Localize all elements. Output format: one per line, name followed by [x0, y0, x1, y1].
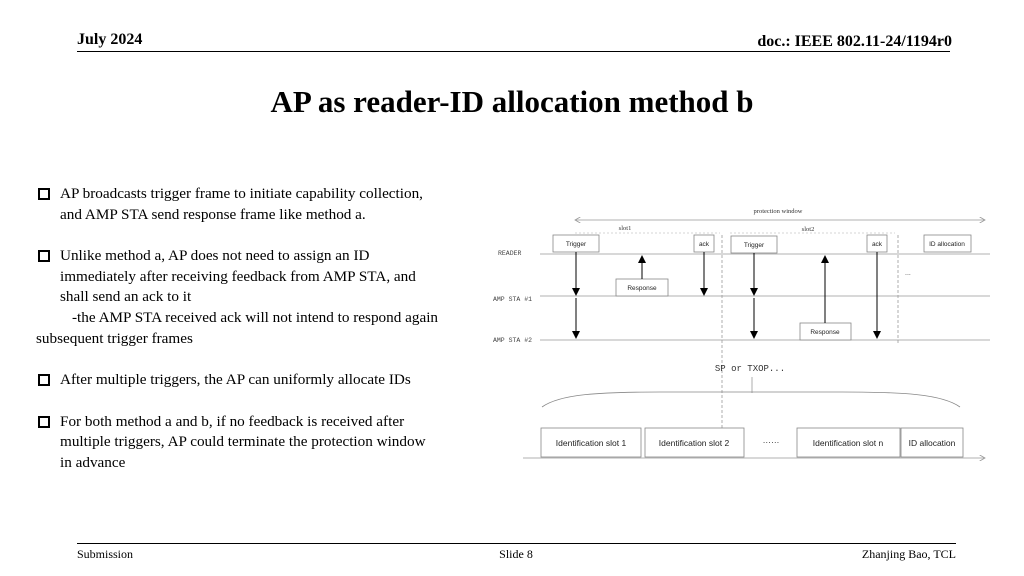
id-slot-ellipsis: ……: [762, 435, 780, 445]
row-label-sta2: AMP STA #2: [493, 337, 533, 344]
bullet-line: After multiple triggers, the AP can uniformly allocate IDs: [60, 371, 411, 389]
brace-curve: [542, 392, 960, 407]
id-allocation-slot-label: ID allocation: [908, 438, 956, 448]
timing-diagram: [490, 200, 990, 465]
header-doc-id: doc.: IEEE 802.11-24/1194r0: [757, 33, 952, 50]
checkbox-bullet-icon: [38, 374, 50, 386]
checkbox-bullet-icon: [38, 250, 50, 262]
checkbox-bullet-icon: [38, 188, 50, 200]
bullet-line: Unlike method a, AP does not need to assign an ID: [60, 247, 370, 265]
sub-note-line: -the AMP STA received ack will not intend to respond again: [72, 308, 439, 326]
slide-title: AP as reader-ID allocation method b: [270, 84, 754, 119]
trigger-label: Trigger: [565, 241, 587, 248]
footer-slide-number: Slide 8: [499, 547, 533, 561]
protection-window-label: protection window: [753, 208, 803, 215]
bullet-item: [36, 412, 496, 474]
slot1-label: slot1: [618, 225, 632, 232]
slot2-label: slot2: [801, 226, 815, 233]
response-label: Response: [810, 329, 840, 336]
bullet-item: [36, 370, 496, 391]
sub-note-line: subsequent trigger frames: [36, 329, 193, 347]
bullet-line: and AMP STA send response frame like method a.: [60, 205, 366, 223]
bullet-list: [36, 184, 496, 474]
footer-submission: Submission: [77, 547, 134, 561]
row-label-reader: READER: [498, 250, 522, 257]
id-allocation-label: ID allocation: [929, 241, 965, 248]
bullet-line: AP broadcasts trigger frame to initiate capability collection,: [60, 185, 423, 202]
ack-label: ack: [871, 241, 883, 248]
id-slot-label: Identification slot 2: [658, 438, 730, 448]
bullet-line: in advance: [60, 453, 126, 471]
id-slot-label: Identification slot n: [812, 438, 884, 448]
trigger-label: Trigger: [743, 242, 765, 249]
ack-label: ack: [698, 241, 710, 248]
row-label-sta1: AMP STA #1: [493, 296, 533, 303]
id-slot-label: Identification slot 1: [555, 438, 627, 448]
bullet-line: shall send an ack to it: [60, 288, 192, 306]
header-rule: [77, 51, 950, 52]
sp-txop-label: SP or TXOP...: [714, 364, 786, 374]
ellipsis-label: ...: [905, 270, 911, 277]
bullet-item: [36, 184, 496, 225]
checkbox-bullet-icon: [38, 416, 50, 428]
header-date: July 2024: [77, 31, 143, 48]
response-label: Response: [627, 285, 657, 292]
bullet-line: For both method a and b, if no feedback is received after: [60, 412, 405, 430]
bullet-item: [36, 246, 496, 308]
footer-rule: [77, 543, 956, 544]
footer-author: Zhanjing Bao, TCL: [861, 547, 956, 561]
bullet-line: immediately after receiving feedback from AMP STA, and: [60, 267, 416, 285]
bullet-line: multiple triggers, AP could terminate the protection window: [60, 433, 426, 451]
